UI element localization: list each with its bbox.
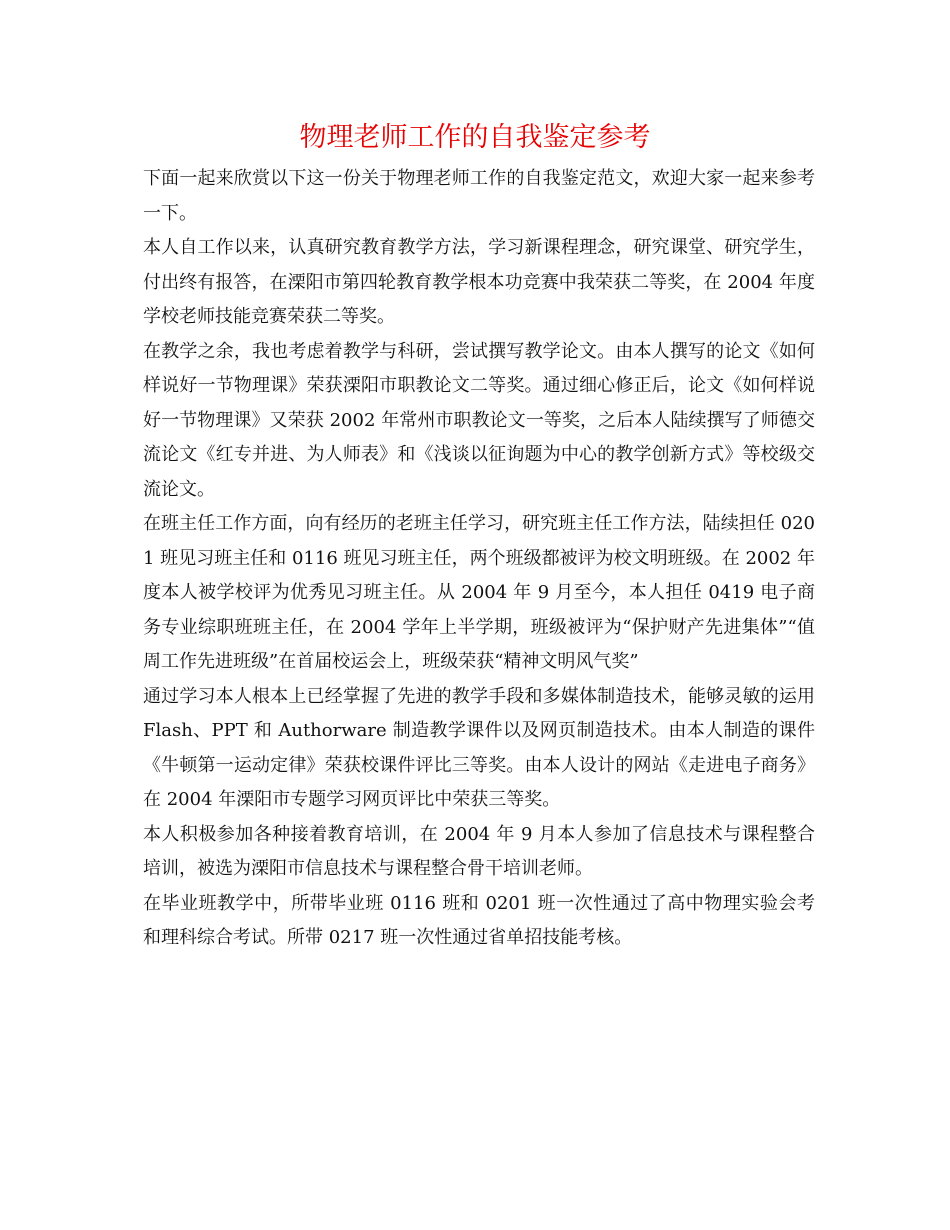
paragraph-teaching-research: 本人自工作以来，认真研究教育教学方法，学习新课程理念，研究课堂、研究学生，付出终有报答，在溧阳市第四轮教育教学根本功竞赛中我荣获二等奖，在 2004 年度学校老师技能竞赛荣获二等奖。 xyxy=(143,237,815,327)
document-title: 物理老师工作的自我鉴定参考 xyxy=(299,122,651,153)
paragraph-intro: 下面一起来欣赏以下这一份关于物理老师工作的自我鉴定范文，欢迎大家一起来参考一下。 xyxy=(143,168,815,224)
paragraph-training: 本人积极参加各种接着教育培训，在 2004 年 9 月本人参加了信息技术与课程整合培训，被选为溧阳市信息技术与课程整合骨干培训老师。 xyxy=(143,823,815,879)
paragraph-class-teacher: 在班主任工作方面，向有经历的老班主任学习，研究班主任工作方法，陆续担任 0201 班见习班主任和 0116 班见习班主任，两个班级都被评为校文明班级。在 2002 年度本人被学校评为优秀见习班主任。从 2004 年 9 月至今，本人担任 0419 电子商务专业综职班班主任，在 2004 学年上半学期，班级被评为“保护财产先进集体”“值周工作先进班级”在首届校运会上，班级荣获“精神文明风气奖” xyxy=(143,513,815,672)
paragraph-multimedia: 通过学习本人根本上已经掌握了先进的教学手段和多媒体制造技术，能够灵敏的运用 Flash、PPT 和 Authorware 制造教学课件以及网页制造技术。由本人制造的课件《牛顿第一运动定律》荣获校课件评比三等奖。由本人设计的网站《走进电子商务》在 2004 年溧阳市专题学习网页评比中荣获三等奖。 xyxy=(143,685,815,810)
paragraph-graduation: 在毕业班教学中，所带毕业班 0116 班和 0201 班一次性通过了高中物理实验会考和理科综合考试。所带 0217 班一次性通过省单招技能考核。 xyxy=(143,892,815,948)
paragraph-papers: 在教学之余，我也考虑着教学与科研，尝试撰写教学论文。由本人撰写的论文《如何样说好一节物理课》荣获溧阳市职教论文二等奖。通过细心修正后，论文《如何样说好一节物理课》又荣获 2002 年常州市职教论文一等奖，之后本人陆续撰写了师德交流论文《红专并进、为人师表》和《浅谈以征询题为中心的教学创新方式》等校级交流论文。 xyxy=(143,340,815,500)
document-body xyxy=(143,162,815,956)
